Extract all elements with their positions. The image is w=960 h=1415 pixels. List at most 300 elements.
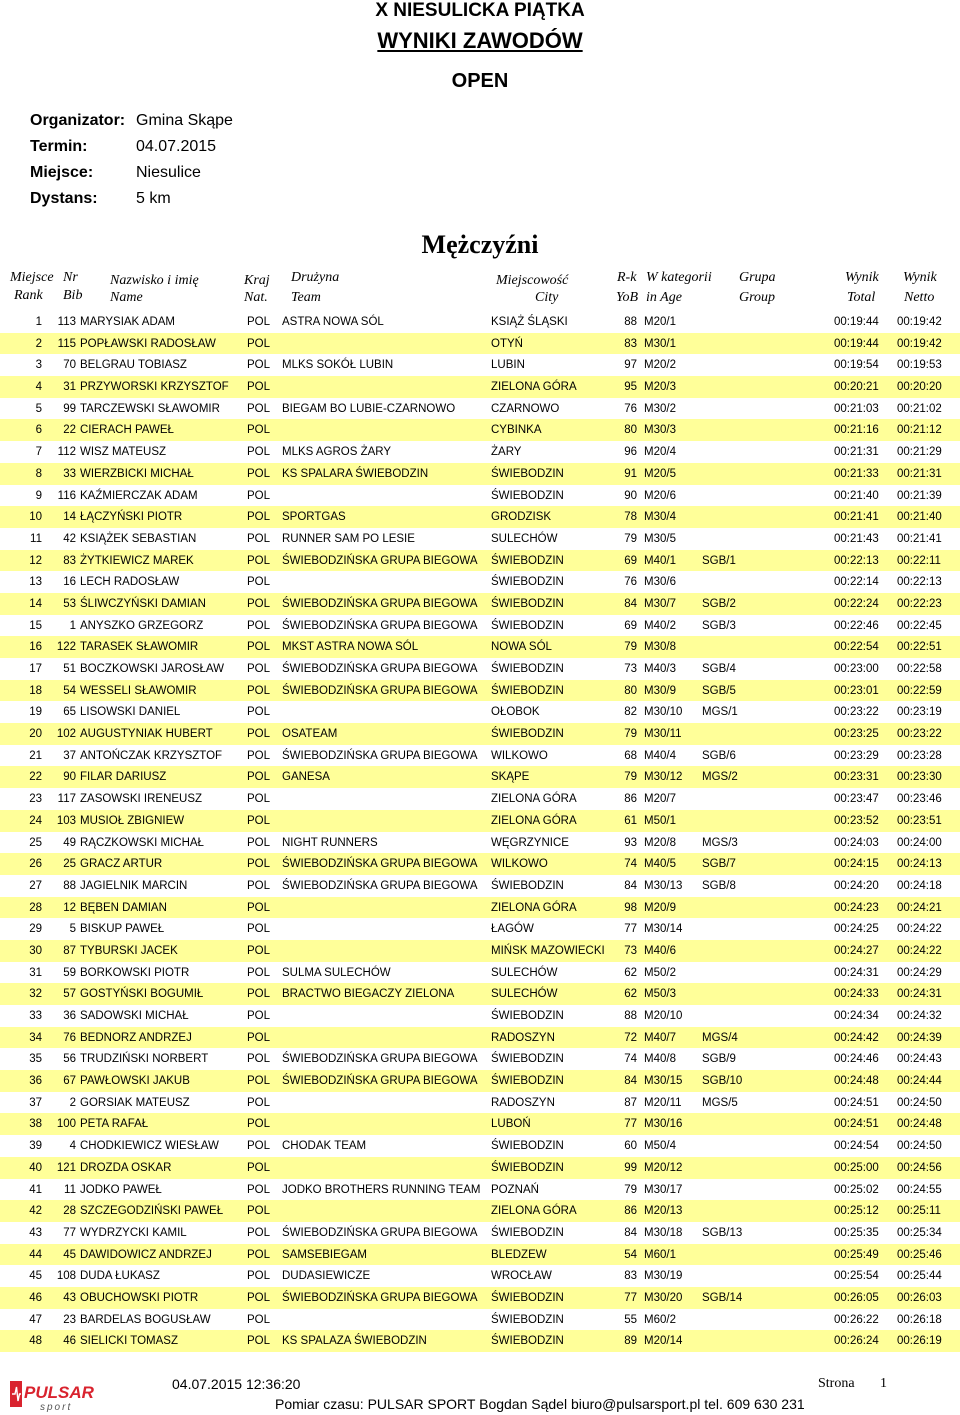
cell-team: MLKS SOKÓŁ LUBIN [282, 359, 394, 372]
cell-group: SGB/13 [702, 1226, 743, 1239]
cell-netto: 00:24:50 [897, 1140, 942, 1153]
cell-nat: POL [247, 424, 271, 437]
cell-city: CZARNOWO [491, 402, 560, 415]
table-row [0, 636, 960, 658]
cell-yob: 77 [624, 923, 637, 936]
cell-yob: 80 [624, 424, 637, 437]
cell-cat: M30/3 [644, 424, 676, 437]
col-total-en: Total [847, 290, 876, 305]
cell-total: 00:19:44 [834, 316, 879, 328]
cell-name: BORKOWSKI PIOTR [80, 966, 190, 979]
cell-rank: 33 [29, 1010, 42, 1022]
cell-nat: POL [247, 684, 271, 697]
cell-nat: POL [247, 554, 271, 567]
cell-bib: 100 [56, 1118, 76, 1131]
cell-city: ZIELONA GÓRA [491, 814, 577, 827]
cell-cat: M30/11 [644, 728, 682, 741]
cell-bib: 12 [63, 901, 76, 914]
cell-yob: 62 [624, 988, 637, 1001]
logo-subtext: sport [40, 1402, 73, 1412]
cell-bib: 115 [57, 337, 76, 350]
cell-total: 00:24:33 [834, 988, 879, 1001]
cell-total: 00:24:48 [834, 1075, 879, 1088]
cell-cat: M30/13 [644, 879, 683, 892]
cell-netto: 00:23:51 [897, 814, 942, 827]
cell-city: ZIELONA GÓRA [491, 381, 577, 394]
cell-bib: 2 [69, 1096, 76, 1109]
cell-rank: 19 [29, 706, 42, 719]
cell-nat: POL [247, 988, 271, 1001]
cell-cat: M30/18 [644, 1226, 683, 1239]
cell-cat: M30/2 [644, 402, 676, 415]
table-row [0, 550, 960, 572]
cell-netto: 00:24:48 [897, 1118, 942, 1131]
cell-rank: 8 [35, 467, 42, 480]
cell-nat: POL [247, 337, 271, 350]
cell-bib: 87 [63, 944, 76, 957]
cell-group: MGS/2 [702, 771, 738, 784]
meta-value: 04.07.2015 [136, 138, 217, 155]
cell-yob: 79 [624, 641, 637, 654]
cell-total: 00:21:40 [834, 489, 879, 502]
cell-rank: 26 [29, 858, 42, 871]
cell-bib: 67 [63, 1075, 76, 1088]
cell-rank: 34 [29, 1031, 42, 1044]
cell-team: MKST ASTRA NOWA SÓL [282, 641, 419, 654]
cell-yob: 73 [624, 944, 637, 957]
cell-cat: M30/15 [644, 1075, 683, 1088]
meta-value: Gmina Skąpe [136, 112, 233, 129]
cell-bib: 42 [63, 532, 76, 545]
cell-name: KSIĄŻEK SEBASTIAN [80, 532, 197, 545]
table-row [0, 897, 960, 919]
cell-name: DAWIDOWICZ ANDRZEJ [80, 1248, 212, 1261]
cell-group: MGS/5 [702, 1096, 738, 1109]
table-row [0, 853, 960, 875]
cell-cat: M30/20 [644, 1291, 683, 1304]
page-label: Strona [818, 1376, 855, 1391]
results-table [0, 311, 960, 1352]
printed-timestamp: 04.07.2015 12:36:20 [172, 1376, 301, 1392]
cell-nat: POL [247, 1270, 271, 1283]
cell-team: ŚWIEBODZIŃSKA GRUPA BIEGOWA [282, 1226, 478, 1239]
cell-total: 00:24:27 [834, 944, 879, 957]
cell-nat: POL [247, 1248, 271, 1261]
cell-group: SGB/2 [702, 597, 736, 610]
cell-cat: M20/6 [644, 489, 676, 502]
cell-group: SGB/14 [702, 1291, 743, 1304]
cell-name: BĘBEN DAMIAN [80, 901, 167, 914]
table-row [0, 1157, 960, 1179]
cell-name: ŻYTKIEWICZ MAREK [80, 554, 194, 567]
cell-total: 00:25:49 [834, 1248, 879, 1261]
cell-bib: 90 [63, 771, 76, 784]
cell-name: WYDRZYCKI KAMIL [80, 1226, 187, 1239]
cell-total: 00:24:51 [834, 1118, 879, 1131]
cell-name: WIERZBICKI MICHAŁ [80, 467, 194, 480]
cell-nat: POL [247, 879, 271, 892]
cell-name: KAŹMIERCZAK ADAM [80, 489, 198, 502]
cell-city: LUBIN [491, 359, 525, 372]
cell-total: 00:23:00 [834, 663, 879, 675]
table-row [0, 832, 960, 854]
cell-bib: 83 [63, 554, 76, 567]
cell-cat: M40/7 [644, 1031, 676, 1044]
cell-name: MUSIOŁ ZBIGNIEW [80, 814, 185, 827]
cell-bib: 36 [63, 1010, 76, 1022]
cell-cat: M30/1 [644, 337, 676, 350]
cell-cat: M20/11 [644, 1096, 682, 1109]
cell-total: 00:20:21 [834, 381, 879, 394]
cell-rank: 15 [29, 619, 42, 632]
cell-yob: 79 [624, 1183, 637, 1196]
cell-nat: POL [247, 619, 271, 632]
cell-team: MLKS AGROS ŻARY [282, 446, 392, 459]
cell-rank: 21 [29, 749, 42, 762]
cell-name: LISOWSKI DANIEL [80, 706, 181, 719]
cell-nat: POL [247, 489, 271, 502]
col-yob-pl: R-k [617, 270, 637, 285]
cell-bib: 49 [63, 836, 76, 849]
cell-name: PETA RAFAŁ [80, 1118, 149, 1131]
table-row [0, 983, 960, 1005]
cell-total: 00:24:15 [834, 858, 879, 871]
cell-rank: 23 [29, 793, 42, 806]
cell-cat: M20/4 [644, 446, 676, 459]
cell-city: ŚWIEBODZIN [491, 1053, 564, 1066]
cell-netto: 00:23:30 [897, 771, 942, 784]
cell-yob: 74 [624, 1053, 637, 1066]
cell-city: WILKOWO [491, 858, 548, 871]
cell-yob: 84 [624, 1075, 637, 1088]
cell-team: KS SPALARA ŚWIEBODZIN [282, 467, 429, 480]
cell-nat: POL [247, 1313, 271, 1326]
cell-bib: 23 [63, 1313, 76, 1326]
cell-netto: 00:24:31 [897, 988, 942, 1001]
table-row [0, 1287, 960, 1309]
cell-nat: POL [247, 1053, 271, 1066]
cell-group: MGS/3 [702, 836, 738, 849]
cell-city: ŁAGÓW [491, 923, 534, 936]
meta-label: Organizator: [30, 112, 126, 129]
cell-netto: 00:20:20 [897, 381, 942, 394]
cell-total: 00:22:54 [834, 641, 879, 654]
cell-team: ŚWIEBODZIŃSKA GRUPA BIEGOWA [282, 1053, 478, 1066]
page-number: 1 [880, 1376, 887, 1391]
cell-netto: 00:24:22 [897, 923, 942, 936]
cell-rank: 40 [29, 1161, 42, 1174]
cell-bib: 33 [63, 467, 76, 480]
cell-total: 00:19:44 [834, 337, 879, 350]
cell-nat: POL [247, 532, 271, 545]
cell-cat: M50/2 [644, 966, 676, 979]
cell-nat: POL [247, 316, 271, 328]
cell-yob: 77 [624, 1291, 637, 1304]
cell-total: 00:24:51 [834, 1096, 879, 1109]
cell-total: 00:23:25 [834, 728, 879, 741]
meta-label: Dystans: [30, 190, 98, 207]
cell-nat: POL [247, 467, 271, 480]
cell-city: CYBINKA [491, 424, 542, 437]
cell-nat: POL [247, 1161, 271, 1174]
cell-city: ZIELONA GÓRA [491, 793, 577, 806]
cell-name: TYBURSKI JACEK [80, 944, 178, 957]
cell-rank: 41 [29, 1183, 42, 1196]
cell-cat: M20/3 [644, 381, 676, 394]
cell-netto: 00:22:45 [897, 619, 942, 632]
table-row [0, 962, 960, 984]
cell-cat: M30/5 [644, 532, 676, 545]
col-name-pl: Nazwisko i imię [110, 273, 199, 288]
cell-bib: 103 [56, 814, 76, 827]
cell-team: BRACTWO BIEGACZY ZIELONA [282, 988, 455, 1001]
table-row [0, 701, 960, 723]
cell-yob: 88 [624, 1010, 637, 1022]
cell-team: JODKO BROTHERS RUNNING TEAM [282, 1183, 481, 1196]
cell-group: SGB/9 [702, 1053, 736, 1066]
cell-city: ZIELONA GÓRA [491, 1205, 577, 1218]
cell-total: 00:24:25 [834, 923, 879, 936]
cell-city: RADOSZYN [491, 1031, 555, 1044]
cell-nat: POL [247, 1140, 271, 1153]
cell-total: 00:24:20 [834, 879, 879, 892]
cell-cat: M30/17 [644, 1183, 683, 1196]
gender-heading: Mężczyźni [421, 230, 539, 259]
cell-total: 00:21:33 [834, 467, 879, 480]
table-row [0, 311, 960, 333]
cell-rank: 48 [29, 1335, 42, 1348]
cell-rank: 1 [35, 316, 42, 328]
table-row [0, 593, 960, 615]
cell-total: 00:21:31 [834, 446, 879, 459]
cell-nat: POL [247, 728, 271, 741]
cell-rank: 12 [29, 554, 42, 567]
cell-rank: 28 [29, 901, 42, 914]
cell-name: DUDA ŁUKASZ [80, 1270, 160, 1283]
cell-netto: 00:21:39 [897, 489, 942, 502]
cell-rank: 43 [29, 1226, 42, 1239]
cell-bib: 5 [69, 923, 76, 936]
cell-bib: 76 [63, 1031, 76, 1044]
cell-name: ANYSZKO GRZEGORZ [80, 619, 204, 632]
cell-nat: POL [247, 1118, 271, 1131]
cell-cat: M60/2 [644, 1313, 676, 1326]
cell-city: SULECHÓW [491, 966, 558, 979]
cell-total: 00:24:54 [834, 1140, 879, 1153]
cell-rank: 30 [29, 944, 42, 957]
cell-city: NOWA SÓL [491, 641, 552, 654]
category-title: OPEN [451, 70, 509, 92]
cell-group: SGB/8 [702, 879, 736, 892]
cell-group: MGS/4 [702, 1031, 738, 1044]
cell-name: ZASOWSKI IRENEUSZ [80, 793, 203, 806]
cell-netto: 00:26:19 [897, 1335, 942, 1348]
cell-name: SADOWSKI MICHAŁ [80, 1010, 189, 1022]
cell-rank: 38 [29, 1118, 42, 1131]
cell-name: RĄCZKOWSKI MICHAŁ [80, 836, 204, 849]
cell-nat: POL [247, 1096, 271, 1109]
table-row [0, 788, 960, 810]
cell-group: SGB/5 [702, 684, 736, 697]
table-header [0, 270, 960, 306]
cell-name: TARASEK SŁAWOMIR [80, 641, 199, 654]
cell-bib: 116 [57, 489, 76, 502]
cell-team: ŚWIEBODZIŃSKA GRUPA BIEGOWA [282, 1075, 478, 1088]
cell-city: ŚWIEBODZIN [491, 1161, 564, 1174]
cell-city: ŚWIEBODZIN [491, 879, 564, 892]
cell-total: 00:25:54 [834, 1270, 879, 1283]
cell-netto: 00:24:39 [897, 1031, 942, 1044]
col-team-en: Team [291, 290, 321, 305]
cell-cat: M60/1 [644, 1248, 676, 1261]
col-total-pl: Wynik [845, 270, 879, 285]
table-row [0, 1200, 960, 1222]
cell-name: DROZDA OSKAR [80, 1161, 172, 1174]
table-row [0, 528, 960, 550]
cell-team: ŚWIEBODZIŃSKA GRUPA BIEGOWA [282, 684, 478, 697]
cell-nat: POL [247, 901, 271, 914]
cell-total: 00:23:52 [834, 814, 879, 827]
cell-yob: 68 [624, 749, 637, 762]
cell-name: JAGIELNIK MARCIN [80, 879, 188, 892]
cell-city: ŚWIEBODZIN [491, 1313, 564, 1326]
cell-rank: 6 [35, 424, 42, 437]
table-row [0, 441, 960, 463]
cell-rank: 5 [35, 402, 42, 415]
cell-cat: M40/4 [644, 749, 676, 762]
cell-team: SPORTGAS [282, 511, 346, 524]
table-row [0, 1244, 960, 1266]
cell-bib: 43 [63, 1291, 76, 1304]
cell-netto: 00:24:21 [897, 901, 942, 914]
cell-yob: 62 [624, 966, 637, 979]
cell-bib: 113 [57, 316, 76, 328]
cell-team: DUDASIEWICZE [282, 1270, 371, 1283]
cell-bib: 99 [63, 402, 76, 415]
cell-cat: M20/13 [644, 1205, 683, 1218]
cell-nat: POL [247, 1335, 271, 1348]
col-group-en: Group [739, 290, 776, 305]
table-row [0, 1070, 960, 1092]
cell-city: ZIELONA GÓRA [491, 901, 577, 914]
cell-rank: 10 [29, 511, 42, 524]
cell-city: WILKOWO [491, 749, 548, 762]
cell-netto: 00:22:23 [897, 597, 942, 610]
cell-netto: 00:24:43 [897, 1053, 942, 1066]
cell-bib: 22 [63, 424, 76, 437]
cell-total: 00:25:12 [834, 1205, 879, 1218]
table-row [0, 658, 960, 680]
table-row [0, 680, 960, 702]
cell-team: BIEGAM BO LUBIE-CZARNOWO [282, 402, 456, 415]
cell-bib: 53 [63, 597, 76, 610]
col-cat-pl: W kategorii [646, 270, 712, 285]
cell-netto: 00:24:13 [897, 858, 942, 871]
results-title: WYNIKI ZAWODÓW [377, 28, 583, 53]
cell-cat: M40/8 [644, 1053, 676, 1066]
cell-bib: 108 [56, 1270, 76, 1283]
cell-nat: POL [247, 923, 271, 936]
cell-yob: 93 [624, 836, 637, 849]
table-row [0, 1048, 960, 1070]
cell-bib: 88 [63, 879, 76, 892]
cell-cat: M20/9 [644, 901, 676, 914]
cell-team: ŚWIEBODZIŃSKA GRUPA BIEGOWA [282, 554, 478, 567]
cell-city: ŚWIEBODZIN [491, 1291, 564, 1304]
cell-netto: 00:21:12 [897, 424, 942, 437]
cell-netto: 00:21:02 [897, 402, 942, 415]
cell-nat: POL [247, 381, 271, 394]
cell-city: LUBOŃ [491, 1118, 531, 1131]
cell-yob: 60 [624, 1140, 637, 1153]
cell-name: ANTOŃCZAK KRZYSZTOF [80, 749, 223, 762]
cell-nat: POL [247, 749, 271, 762]
cell-total: 00:24:42 [834, 1031, 879, 1044]
cell-name: SZCZEGODZIŃSKI PAWEŁ [80, 1205, 224, 1218]
cell-yob: 91 [624, 467, 637, 480]
cell-total: 00:23:47 [834, 793, 879, 806]
cell-city: POZNAŃ [491, 1183, 539, 1196]
cell-nat: POL [247, 771, 271, 784]
event-title: X NIESULICKA PIĄTKA [375, 0, 585, 21]
cell-yob: 83 [624, 1270, 637, 1283]
col-group-pl: Grupa [739, 270, 776, 285]
cell-cat: M40/6 [644, 944, 676, 957]
cell-yob: 87 [624, 1096, 637, 1109]
table-row [0, 745, 960, 767]
cell-cat: M50/4 [644, 1140, 676, 1153]
cell-yob: 72 [624, 1031, 637, 1044]
cell-yob: 74 [624, 858, 637, 871]
cell-name: BEDNORZ ANDRZEJ [80, 1031, 192, 1044]
col-cat-en: in Age [646, 290, 682, 305]
cell-rank: 32 [29, 988, 42, 1001]
cell-yob: 79 [624, 728, 637, 741]
cell-cat: M30/16 [644, 1118, 683, 1131]
cell-netto: 00:25:34 [897, 1226, 942, 1239]
cell-nat: POL [247, 402, 271, 415]
cell-name: PAWŁOWSKI JAKUB [80, 1075, 190, 1088]
cell-bib: 28 [63, 1205, 76, 1218]
cell-bib: 59 [63, 966, 76, 979]
col-name-en: Name [110, 290, 143, 305]
cell-name: BARDELAS BOGUSŁAW [80, 1313, 211, 1326]
cell-city: ŚWIEBODZIN [491, 554, 564, 567]
cell-city: SULECHÓW [491, 988, 558, 1001]
cell-team: ŚWIEBODZIŃSKA GRUPA BIEGOWA [282, 1291, 478, 1304]
cell-total: 00:25:02 [834, 1183, 879, 1196]
cell-netto: 00:21:29 [897, 446, 942, 459]
cell-total: 00:24:23 [834, 901, 879, 914]
cell-name: LECH RADOSŁAW [80, 576, 180, 589]
cell-cat: M20/12 [644, 1161, 683, 1174]
cell-bib: 112 [57, 446, 76, 459]
cell-yob: 83 [624, 337, 637, 350]
cell-nat: POL [247, 944, 271, 957]
cell-yob: 61 [624, 814, 637, 827]
cell-bib: 31 [63, 381, 76, 394]
table-row [0, 571, 960, 593]
cell-total: 00:21:43 [834, 532, 879, 545]
cell-cat: M20/7 [644, 793, 676, 806]
cell-yob: 77 [624, 1118, 637, 1131]
cell-nat: POL [247, 663, 271, 675]
cell-bib: 77 [63, 1226, 76, 1239]
cell-rank: 16 [29, 641, 42, 654]
cell-total: 00:25:00 [834, 1161, 879, 1174]
cell-netto: 00:21:40 [897, 511, 942, 524]
cell-nat: POL [247, 359, 271, 372]
